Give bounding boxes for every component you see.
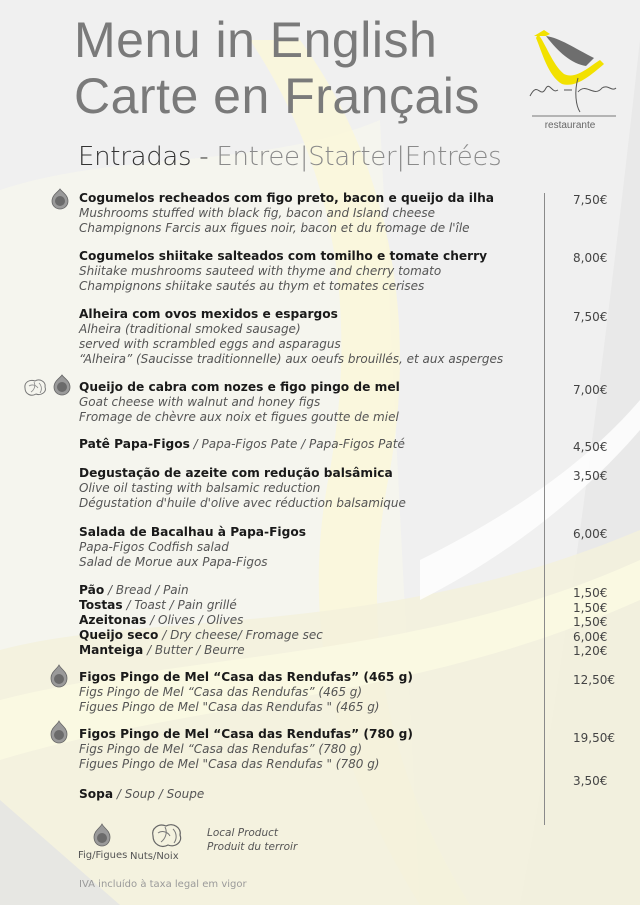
side-item: Pão / Bread / Pain (79, 583, 189, 597)
item-price: 12,50€ (573, 673, 615, 687)
legend-fig-label: Fig/Figues (78, 850, 128, 861)
item-price: 3,50€ (573, 469, 608, 483)
legend-fig-icon (92, 823, 112, 847)
item-name-translations: / Papa-Figos Pate / Papa-Figos Paté (189, 437, 405, 451)
item-name-pt: Figos Pingo de Mel “Casa das Rendufas” (780 g) (79, 727, 413, 741)
side-item: Tostas / Toast / Pain grillé (79, 598, 237, 612)
price-column-divider (544, 193, 545, 825)
item-price: 3,50€ (573, 774, 608, 788)
item-name-en: Figs Pingo de Mel “Casa das Rendufas” (780 g) (79, 742, 363, 756)
item-name-translations: / Soup / Soupe (113, 787, 205, 801)
item-name-fr: Champignons shiitake sautés au thym et tomates cerises (79, 279, 425, 293)
side-price: 6,00€ (573, 629, 608, 644)
item-name-en: Goat cheese with walnut and honey figs (79, 395, 321, 409)
side-item: Queijo seco / Dry cheese/ Fromage sec (79, 628, 323, 642)
item-name-pt: Degustação de azeite com redução balsâmica (79, 466, 393, 480)
item-name-fr: Figues Pingo de Mel "Casa das Rendufas " (780 g) (79, 757, 380, 771)
item-name-fr: Dégustation d'huile d'olive avec réduction balsamique (79, 496, 406, 510)
legend-local-product-note: Local Product Produit du terroir (207, 827, 298, 853)
menu-item (79, 525, 306, 570)
fig-icon (49, 720, 69, 744)
side-item: Azeitonas / Olives / Olives (79, 613, 244, 627)
item-name-fr: Figues Pingo de Mel "Casa das Rendufas " (465 g) (79, 700, 380, 714)
item-name-fr: Fromage de chèvre aux noix et figues goutte de miel (79, 410, 399, 424)
item-price: 8,00€ (573, 251, 608, 265)
side-price: 1,50€ (573, 600, 608, 615)
item-name-en: Figs Pingo de Mel “Casa das Rendufas” (465 g) (79, 685, 363, 699)
fig-icon (49, 664, 69, 688)
item-name-en: Olive oil tasting with balsamic reduction (79, 481, 321, 495)
side-price: 1,50€ (573, 586, 608, 600)
item-name-fr: Salad de Morue aux Papa-Figos (79, 555, 268, 569)
item-price: 19,50€ (573, 731, 615, 745)
menu-item (79, 437, 405, 452)
menu-item (79, 380, 400, 425)
side-item: Manteiga / Butter / Beurre (79, 643, 245, 657)
item-price: 4,50€ (573, 440, 608, 454)
item-price: 7,00€ (573, 383, 608, 397)
title-line-english: Menu in English (74, 12, 438, 68)
fig-icon (52, 374, 72, 396)
bird-logo-icon (516, 22, 624, 118)
item-price: 7,50€ (573, 193, 608, 207)
fig-icon (50, 188, 70, 210)
title-line-french: Carte en Français (74, 68, 480, 124)
vat-note: IVA incluído à taxa legal em vigor (79, 879, 247, 890)
legend-nuts-icon (149, 820, 185, 850)
page-title (74, 12, 480, 124)
item-name-pt: Sopa (79, 787, 114, 801)
logo-subtitle: restaurante (544, 120, 596, 131)
item-name-en-2: served with scrambled eggs and asparagus (79, 337, 341, 351)
section-title-pt: Entradas (78, 142, 192, 172)
menu-item (79, 787, 204, 802)
menu-item (79, 670, 413, 715)
item-price: 6,00€ (573, 527, 608, 541)
item-name-en: Papa-Figos Codfish salad (79, 540, 229, 554)
section-title-translations: Entree|Starter|Entrées (216, 142, 502, 172)
item-name-en: Shiitake mushrooms sauteed with thyme and cherry tomato (79, 264, 442, 278)
item-name-pt: Cogumelos recheados com figo preto, bacon e queijo da ilha (79, 191, 495, 205)
item-price: 7,50€ (573, 310, 608, 324)
legend-nuts-label: Nuts/Noix (130, 851, 179, 862)
sides-prices (573, 586, 607, 659)
menu-item (79, 466, 406, 511)
item-name-pt: Queijo de cabra com nozes e figo pingo de mel (79, 380, 400, 394)
item-name-en: Mushrooms stuffed with black fig, bacon and Island cheese (79, 206, 436, 220)
side-price: 1,50€ (573, 615, 608, 629)
item-name-pt: Patê Papa-Figos (79, 437, 190, 451)
section-dash: - (191, 142, 217, 172)
menu-item (79, 307, 503, 367)
sides-list (79, 583, 323, 658)
nuts-icon (22, 376, 48, 398)
menu-item (79, 249, 487, 294)
item-name-pt: Salada de Bacalhau à Papa-Figos (79, 525, 306, 539)
restaurant-logo (516, 22, 624, 134)
item-name-fr: “Alheira” (Saucisse traditionnelle) aux oeufs brouillés, et aux asperges (79, 352, 504, 366)
item-name-pt: Alheira com ovos mexidos e espargos (79, 307, 338, 321)
item-name-fr: Champignons Farcis aux figues noir, bacon et du fromage de l'île (79, 221, 470, 235)
item-name-pt: Cogumelos shiitake salteados com tomilho e tomate cherry (79, 249, 488, 263)
side-price: 1,20€ (573, 644, 608, 658)
item-name-pt: Figos Pingo de Mel “Casa das Rendufas” (465 g) (79, 670, 413, 684)
menu-item (79, 191, 494, 236)
section-heading (78, 142, 501, 172)
menu-item (79, 727, 413, 772)
item-name-en: Alheira (traditional smoked sausage) (79, 322, 301, 336)
